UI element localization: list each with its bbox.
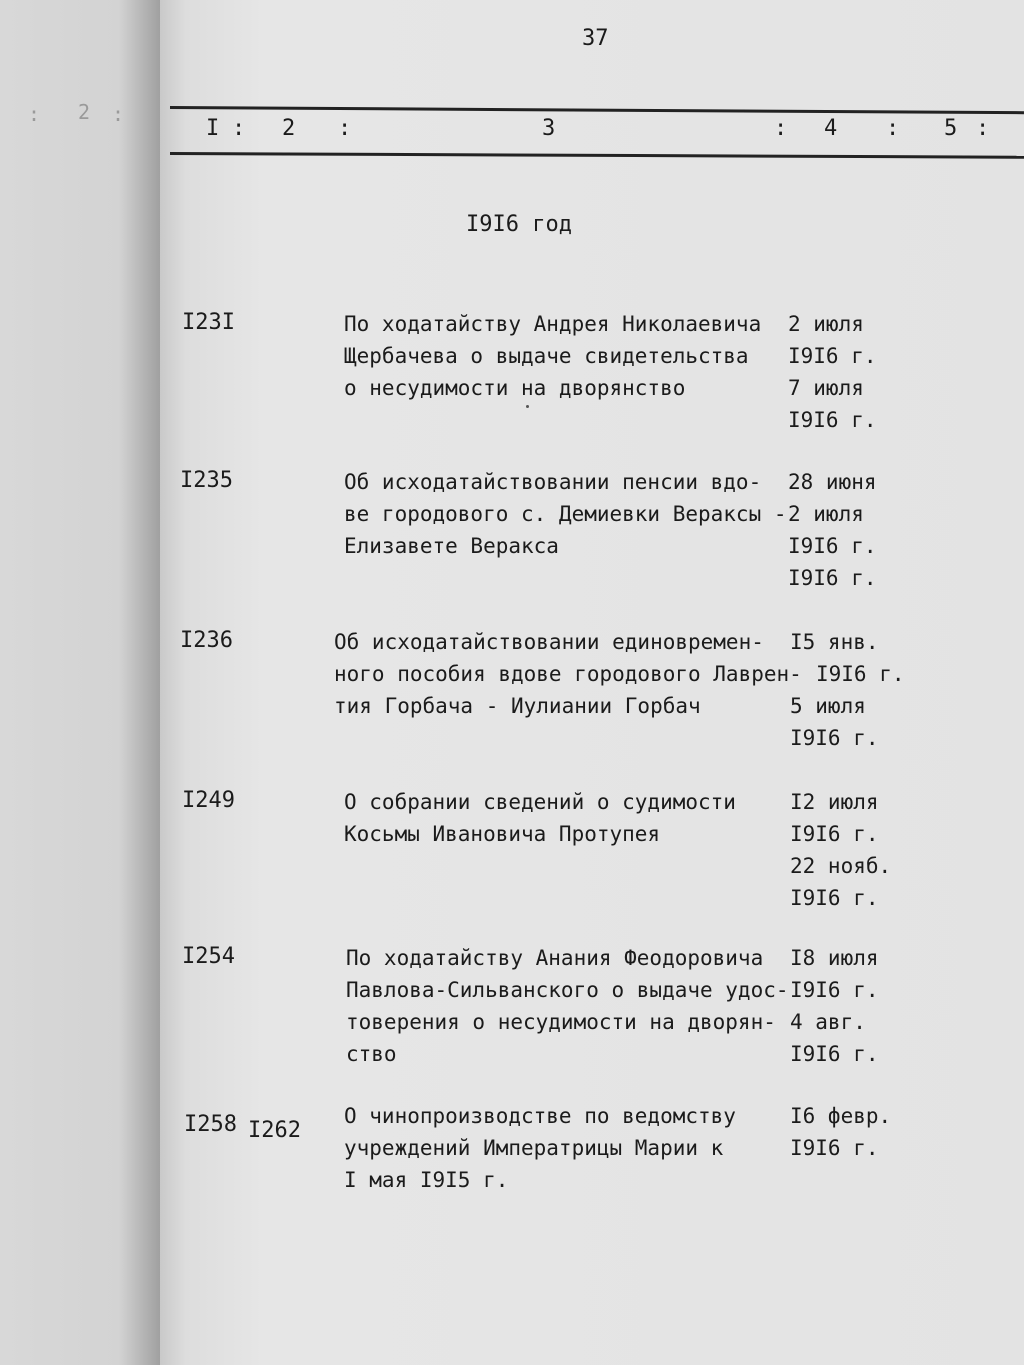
entry-number: I23I: [182, 310, 235, 335]
entry-number: I258: [184, 1112, 237, 1137]
entry-description: [344, 308, 761, 404]
description-line: ного пособия вдове городового Лаврен-: [334, 662, 802, 686]
entry-description: [344, 1100, 736, 1196]
date-line: I5 янв.: [790, 630, 879, 654]
date-line: I9I6 г.: [790, 1042, 879, 1066]
entry-description: [344, 786, 736, 850]
date-line: 7 июля: [788, 376, 864, 400]
prev-page-separator-2: :: [112, 102, 125, 126]
description-line: О собрании сведений о судимости: [344, 790, 736, 814]
date-line: 2 июля: [788, 312, 864, 336]
entry-dates: [790, 942, 879, 1070]
date-line: 2 июля: [788, 502, 864, 526]
date-line: 22 нояб.: [790, 854, 892, 878]
date-line: I9I6 г.: [790, 886, 879, 910]
column-header-1: I: [206, 116, 220, 141]
entry-number: I249: [182, 788, 235, 813]
description-line: Елизавете Веракса: [344, 534, 559, 558]
description-line: Павлова-Сильванского о выдаче удос-: [346, 978, 789, 1002]
date-line: I9I6 г.: [788, 566, 877, 590]
description-line: О чинопроизводстве по ведомству: [344, 1104, 736, 1128]
column-header-5: 5: [944, 116, 958, 141]
date-line: 5 июля: [790, 694, 866, 718]
page-number: 37: [582, 26, 609, 51]
column-separator: :: [338, 116, 352, 141]
column-separator: :: [886, 116, 900, 141]
description-line: тия Горбача - Иулиании Горбач: [334, 694, 701, 718]
year-heading: I9I6 год: [466, 212, 572, 237]
date-line: I9I6 г.: [788, 408, 877, 432]
column-header-2: 2: [282, 116, 296, 141]
date-line: I9I6 г.: [790, 978, 879, 1002]
column-header-4: 4: [824, 116, 838, 141]
pencil-mark: [526, 405, 529, 408]
date-line: I9I6 г.: [790, 1136, 879, 1160]
description-line: учреждений Императрицы Марии к: [344, 1136, 724, 1160]
column-separator: :: [774, 116, 788, 141]
entry-dates: [790, 786, 891, 914]
description-line: По ходатайству Анания Феодоровича: [346, 946, 764, 970]
date-line: I8 июля: [790, 946, 879, 970]
column-header-3: 3: [542, 116, 556, 141]
entry-number-secondary: I262: [248, 1118, 301, 1143]
date-line: I9I6 г.: [816, 662, 905, 686]
entry-number: I254: [182, 944, 235, 969]
description-line: Косьмы Ивановича Протупея: [344, 822, 661, 846]
description-line: Щербачева о выдаче свидетельства: [344, 344, 749, 368]
description-line: Об исходатайствовании единовремен-: [334, 630, 764, 654]
date-line: 4 авг.: [790, 1010, 866, 1034]
description-line: Об исходатайствовании пенсии вдо-: [344, 470, 762, 494]
entry-number: I235: [180, 468, 233, 493]
description-line: I мая I9I5 г.: [344, 1168, 509, 1192]
previous-page: [0, 0, 170, 1365]
entry-dates: [790, 1100, 891, 1164]
description-line: о несудимости на дворянство: [344, 376, 686, 400]
date-line: I9I6 г.: [790, 822, 879, 846]
entry-dates: [790, 626, 905, 754]
date-line: I9I6 г.: [790, 726, 879, 750]
entry-dates: [788, 466, 877, 594]
entry-description: [334, 626, 802, 722]
column-separator: :: [232, 116, 246, 141]
description-line: ство: [346, 1042, 397, 1066]
entry-number: I236: [180, 628, 233, 653]
entry-description: [346, 942, 789, 1070]
prev-page-col2: 2: [78, 100, 91, 124]
entry-description: [344, 466, 787, 562]
entry-dates: [788, 308, 877, 436]
date-line: I6 февр.: [790, 1104, 892, 1128]
description-line: ве городового с. Демиевки Вераксы -: [344, 502, 787, 526]
prev-page-separator: :: [28, 102, 41, 126]
column-separator: :: [976, 116, 990, 141]
description-line: По ходатайству Андрея Николаевича: [344, 312, 762, 336]
description-line: товерения о несудимости на дворян-: [346, 1010, 776, 1034]
date-line: I9I6 г.: [788, 344, 877, 368]
date-line: 28 июня: [788, 470, 877, 494]
date-line: I2 июля: [790, 790, 879, 814]
date-line: I9I6 г.: [788, 534, 877, 558]
